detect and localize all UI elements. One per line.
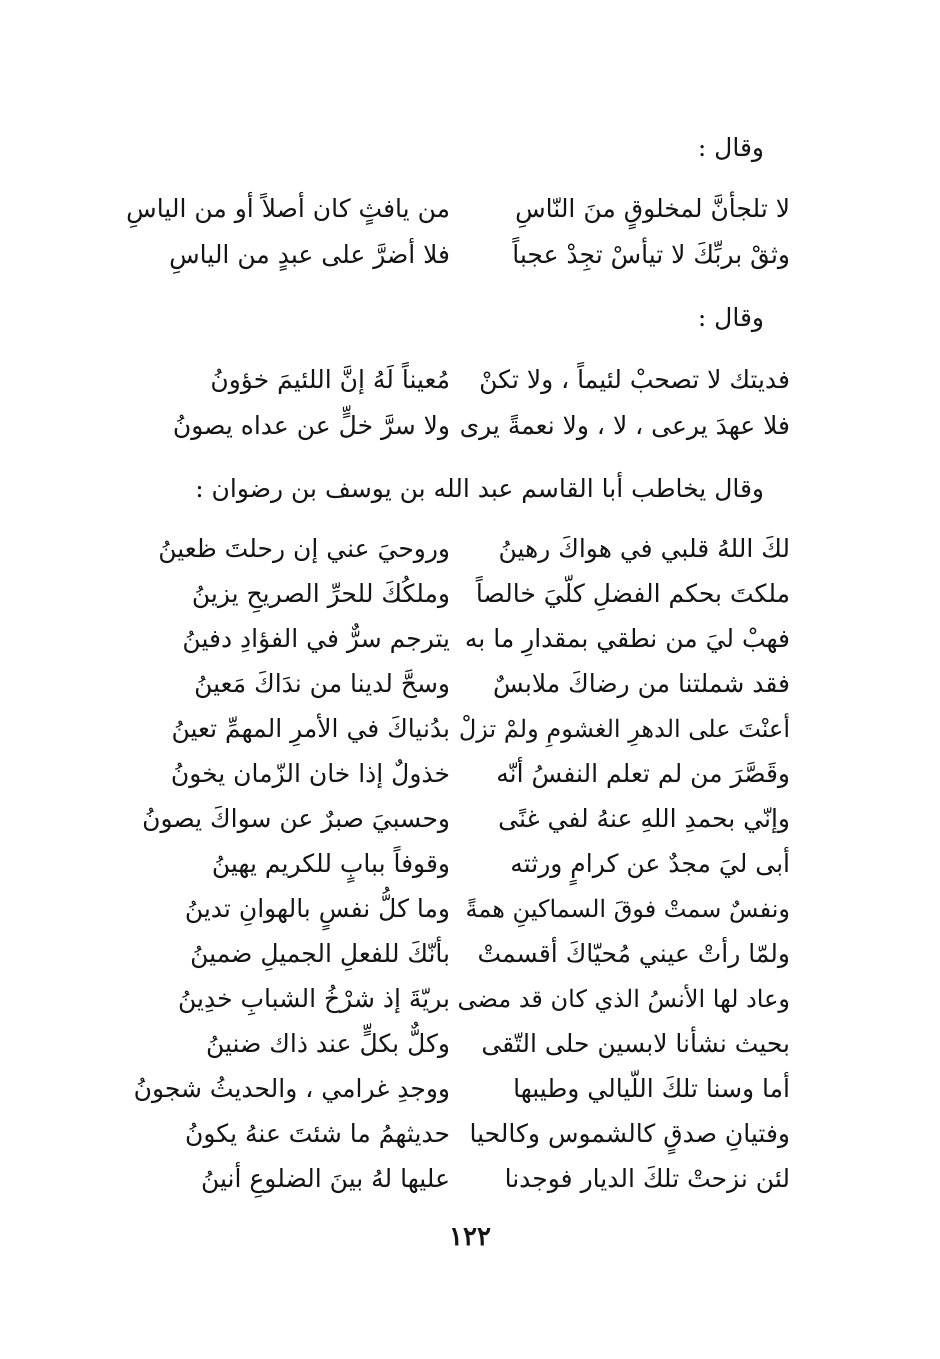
first-hemistich: فلا عهدَ يرعى ، لا ، ولا نعمةً يرى (459, 411, 790, 440)
second-hemistich: من يافثٍ كان أصلاً أو من الياسِ (126, 194, 450, 223)
verse-line (110, 665, 790, 703)
verse-line (110, 190, 790, 228)
poem-intro: وقال : (697, 303, 764, 332)
first-hemistich: لا تلجأنَّ لمخلوقٍ منَ النّاسِ (515, 194, 790, 223)
verse-line (110, 755, 790, 793)
first-hemistich: بحيث نشأنا لابسين حلى التّقى (481, 1029, 790, 1058)
verse-line (110, 710, 790, 748)
second-hemistich: وروحيَ عني إن رحلتَ ظعينُ (158, 534, 450, 563)
verse-line (110, 407, 790, 445)
first-hemistich: وفتيانِ صدقٍ كالشموس وكالحيا (469, 1119, 790, 1148)
verse-line (110, 236, 790, 274)
second-hemistich: بأنّكَ للفعلِ الجميلِ ضمينُ (190, 939, 450, 968)
first-hemistich: ونفسٌ سمتْ فوقَ السماكينِ همةً (465, 895, 790, 923)
verse-line (110, 935, 790, 973)
second-hemistich: مُعيناً لَهُ إنَّ اللئيمَ خؤونُ (210, 365, 450, 394)
poem-intro: وقال : (697, 133, 764, 162)
verse-line (110, 530, 790, 568)
first-hemistich: وعاد لها الأنسُ الذي كان قد مضى (457, 985, 790, 1013)
second-hemistich: ووجدِ غرامي ، والحديثُ شجونُ (133, 1074, 450, 1103)
verse-line (110, 620, 790, 658)
verse-line (110, 845, 790, 883)
first-hemistich: ولمّا رأتْ عيني مُحيّاكَ أقسمتْ (477, 939, 790, 968)
first-hemistich: وإنّي بحمدِ اللهِ عنهُ لفي غنًى (498, 804, 790, 833)
first-hemistich: لكَ اللهُ قلبي في هواكَ رهينُ (498, 534, 790, 563)
verse-line (110, 1025, 790, 1063)
verse-line (110, 361, 790, 399)
first-hemistich: فقد شملتنا من رضاكَ ملابسٌ (493, 669, 790, 698)
first-hemistich: ملكتَ بحكم الفضلِ كلّيَ خالصاً (475, 579, 790, 608)
first-hemistich: أبى ليَ مجدٌ عن كرامٍ ورثته (510, 849, 790, 878)
verse-line (110, 980, 790, 1018)
first-hemistich: أما وسنا تلكَ اللّيالي وطيبها (513, 1074, 790, 1103)
first-hemistich: وقَصَّرَ من لم تعلم النفسُ أنّه (496, 759, 790, 788)
second-hemistich: يترجم سرٌّ في الفؤادِ دفينُ (182, 624, 450, 653)
second-hemistich: وما كلُّ نفسٍ بالهوانِ تدينُ (184, 894, 450, 923)
verse-line (110, 800, 790, 838)
second-hemistich: ولا سرَّ خلٍّ عن عداه يصونُ (172, 411, 450, 440)
second-hemistich: بريّةَ إذ شرْخُ الشبابِ خدِينُ (178, 984, 450, 1013)
poem-intro: وقال يخاطب أبا القاسم عبد الله بن يوسف بن رضوان : (195, 474, 764, 503)
first-hemistich: فهبْ ليَ من نطقي بمقدارِ ما به (464, 624, 790, 653)
first-hemistich: وثقْ بربِّكَ لا تيأسْ تجِدْ عجباً (512, 240, 790, 269)
verse-line (110, 1160, 790, 1198)
verse-line (110, 890, 790, 928)
verse-line (110, 1070, 790, 1108)
verse-line (110, 1115, 790, 1153)
second-hemistich: وسحَّ لدينا من ندَاكَ مَعينُ (194, 669, 450, 698)
second-hemistich: خذولٌ إذا خان الزّمان يخونُ (170, 759, 450, 788)
first-hemistich: لئن نزحتْ تلكَ الديار فوجدنا (504, 1164, 790, 1193)
first-hemistich: أعنْتَ على الدهرِ الغشومِ ولمْ تزلْ (458, 715, 790, 743)
verse-line (110, 575, 790, 613)
second-hemistich: فلا أضرَّ على عبدٍ من الياسِ (169, 240, 450, 269)
second-hemistich: وحسبيَ صبرٌ عن سواكَ يصونُ (142, 804, 450, 833)
second-hemistich: وكلٌّ بكلٍّ عند ذاك ضنينُ (205, 1029, 450, 1058)
second-hemistich: وقوفاً ببابٍ للكريم يهينُ (211, 849, 450, 878)
second-hemistich: عليها لهُ بينَ الضلوعِ أنينُ (200, 1164, 450, 1193)
first-hemistich: فديتك لا تصحبْ لئيماً ، ولا تكنْ (479, 365, 790, 394)
second-hemistich: بدُنياكَ في الأمرِ المهمِّ تعينُ (171, 714, 450, 743)
second-hemistich: وملكُكَ للحرِّ الصريحِ يزينُ (191, 579, 450, 608)
page-number: ١٢٢ (449, 1222, 491, 1252)
second-hemistich: حديثهمُ ما شئتَ عنهُ يكونُ (185, 1119, 450, 1148)
